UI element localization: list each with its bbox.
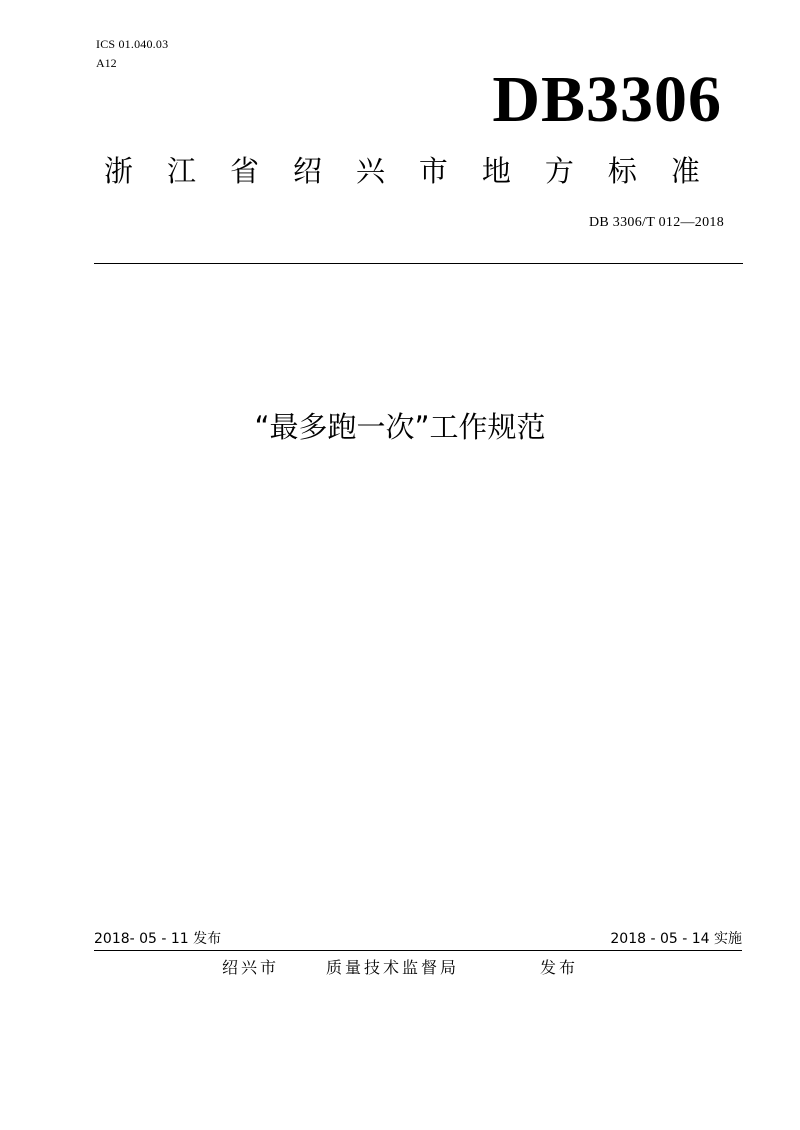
header-divider [94,263,743,264]
issue-date: 2018- 05 - 11 发布 [94,931,222,947]
implementation-date: 2018 - 05 - 14 实施 [610,931,742,947]
issuer-bureau: 质量技术监督局 [326,958,460,977]
standard-type-char: 浙 [104,154,134,188]
standard-type-char: 准 [670,154,700,188]
standard-type-char: 地 [481,154,511,188]
standard-type-char: 方 [544,154,574,188]
ics-code: ICS 01.040.03 [96,37,169,51]
standard-type-char: 市 [418,154,448,188]
issuer-action: 发布 [540,958,579,977]
issuer-city: 绍兴市 [222,958,280,977]
classification-code: A12 [96,56,117,70]
standard-type-char: 江 [166,154,196,188]
standard-type-char: 省 [229,154,259,188]
db-code-heading: DB3306 [492,63,722,136]
standard-type-char: 标 [607,154,637,188]
footer-divider [94,950,742,951]
document-title: “最多跑一次”工作规范 [254,410,546,444]
standard-type-heading [104,151,700,191]
standard-number: DB 3306/T 012—2018 [588,215,724,230]
issuer-line [222,957,578,979]
standard-type-char: 绍 [292,154,322,188]
standard-type-char: 兴 [355,154,385,188]
